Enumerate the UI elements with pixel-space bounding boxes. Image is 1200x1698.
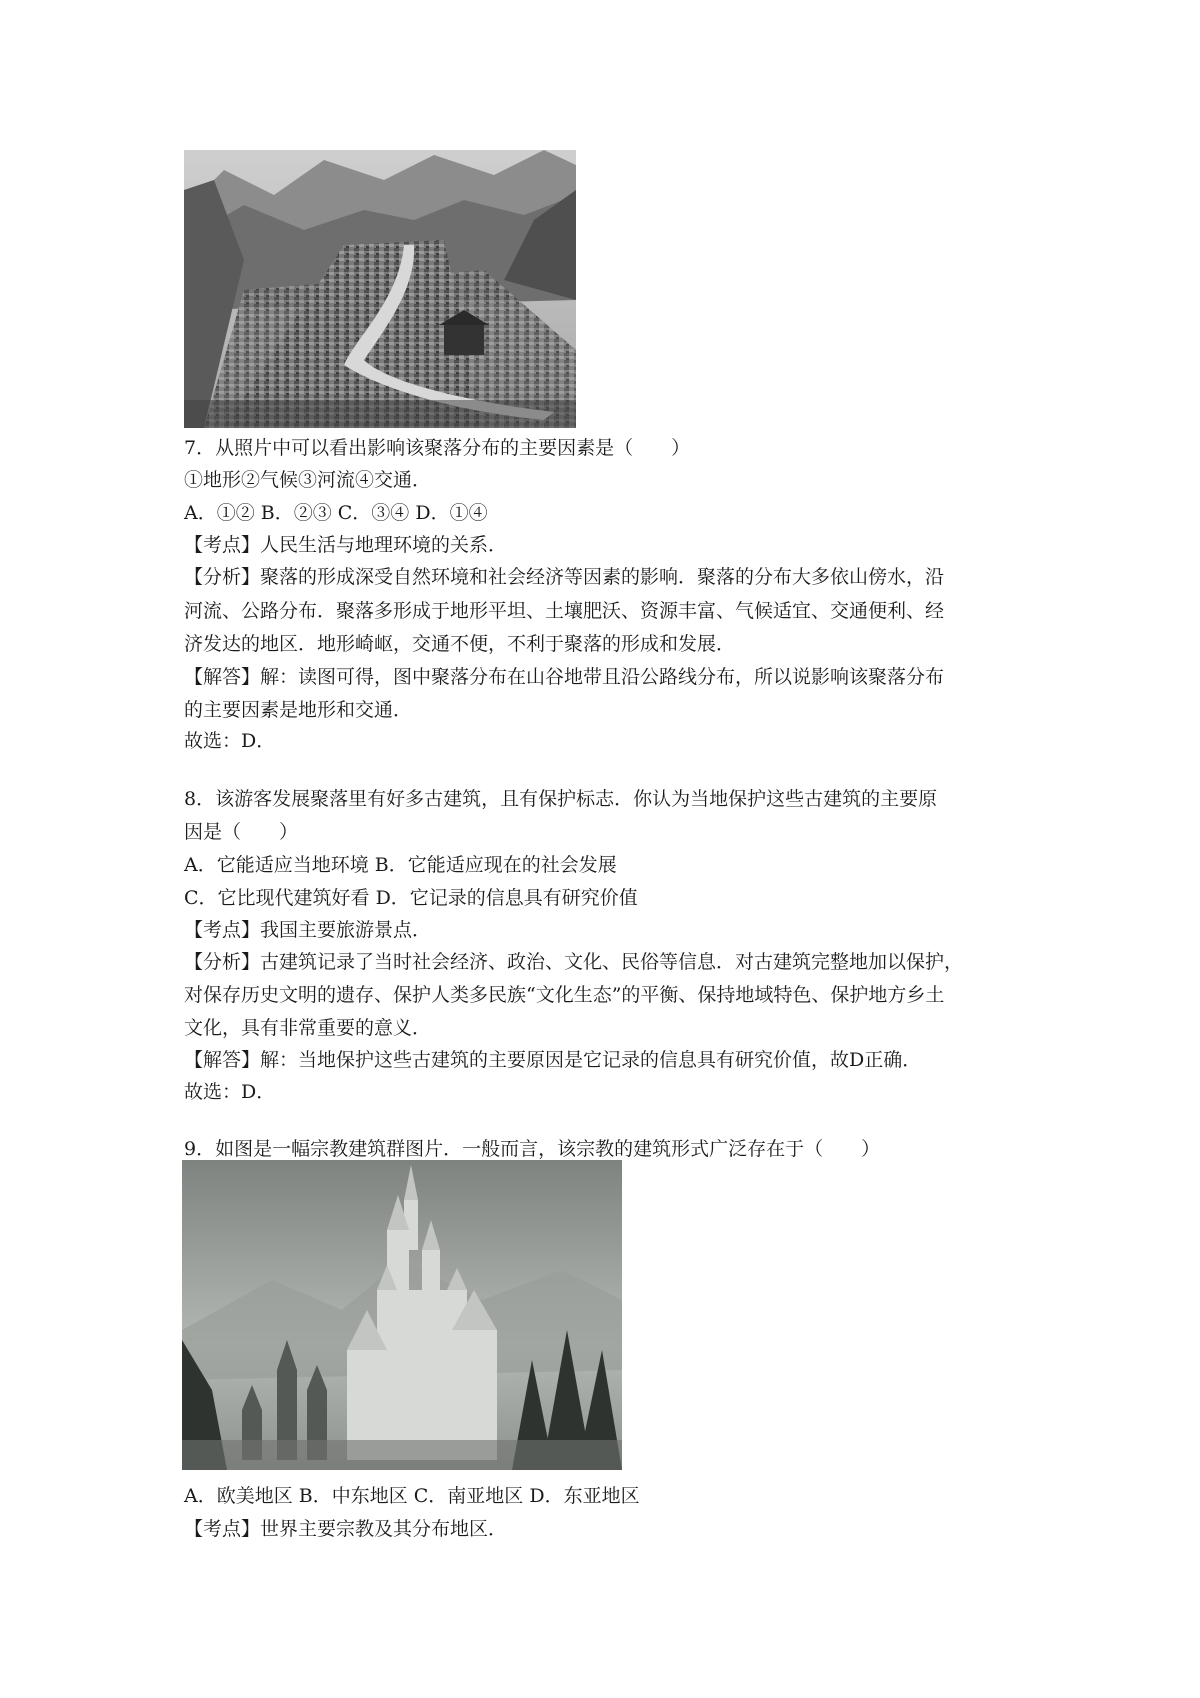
q9-options: A．欧美地区 B．中东地区 C．南亚地区 D．东亚地区 — [184, 1485, 640, 1507]
q9-kaodian: 【考点】世界主要宗教及其分布地区． — [184, 1518, 508, 1540]
q7-fenxi-line: 河流、公路分布．聚落多形成于地形平坦、土壤肥沃、资源丰富、气候适宜、交通便利、经 — [184, 600, 945, 622]
q8-kaodian: 【考点】我国主要旅游景点． — [184, 919, 432, 941]
q8-stem-line: 因是（ ） — [184, 821, 299, 843]
q7-fenxi-line: 【分析】聚落的形成深受自然环境和社会经济等因素的影响．聚落的分布大多依山傍水，沿 — [184, 566, 945, 588]
q7-kaodian: 【考点】人民生活与地理环境的关系． — [184, 534, 508, 556]
q7-factors: ①地形②气候③河流④交通． — [184, 469, 432, 491]
q7-stem: 7．从照片中可以看出影响该聚落分布的主要因素是（ ） — [184, 437, 691, 459]
q8-jieda: 【解答】解：当地保护这些古建筑的主要原因是它记录的信息具有研究价值，故D正确． — [184, 1049, 922, 1071]
religious-building-photo — [182, 1160, 622, 1470]
q9-stem: 9．如图是一幅宗教建筑群图片．一般而言，该宗教的建筑形式广泛存在于（ ） — [184, 1138, 881, 1160]
q8-answer: 故选：D． — [184, 1081, 276, 1103]
q7-answer: 故选：D． — [184, 730, 276, 752]
q8-fenxi-line: 文化，具有非常重要的意义． — [184, 1017, 432, 1039]
q7-options: A．①② B．②③ C．③④ D．①④ — [184, 502, 488, 524]
q7-jieda-line: 【解答】解：读图可得，图中聚落分布在山谷地带且沿公路线分布，所以说影响该聚落分布 — [184, 666, 945, 688]
q8-fenxi-line: 【分析】古建筑记录了当时社会经济、政治、文化、民俗等信息．对古建筑完整地加以保护， — [184, 951, 964, 973]
q8-stem-line: 8．该游客发展聚落里有好多古建筑，且有保护标志．你认为当地保护这些古建筑的主要原 — [184, 788, 938, 810]
q8-options-line: A．它能适应当地环境 B．它能适应现在的社会发展 — [184, 854, 617, 876]
q8-fenxi-line: 对保存历史文明的遗存、保护人类多民族“文化生态”的平衡、保持地域特色、保护地方乡土 — [184, 984, 945, 1006]
q7-fenxi-line: 济发达的地区．地形崎岖，交通不便，不利于聚落的形成和发展． — [184, 633, 736, 655]
q8-options-line: C．它比现代建筑好看 D．它记录的信息具有研究价值 — [184, 887, 638, 909]
q7-jieda-line: 的主要因素是地形和交通． — [184, 699, 413, 721]
settlement-valley-photo — [184, 150, 576, 428]
